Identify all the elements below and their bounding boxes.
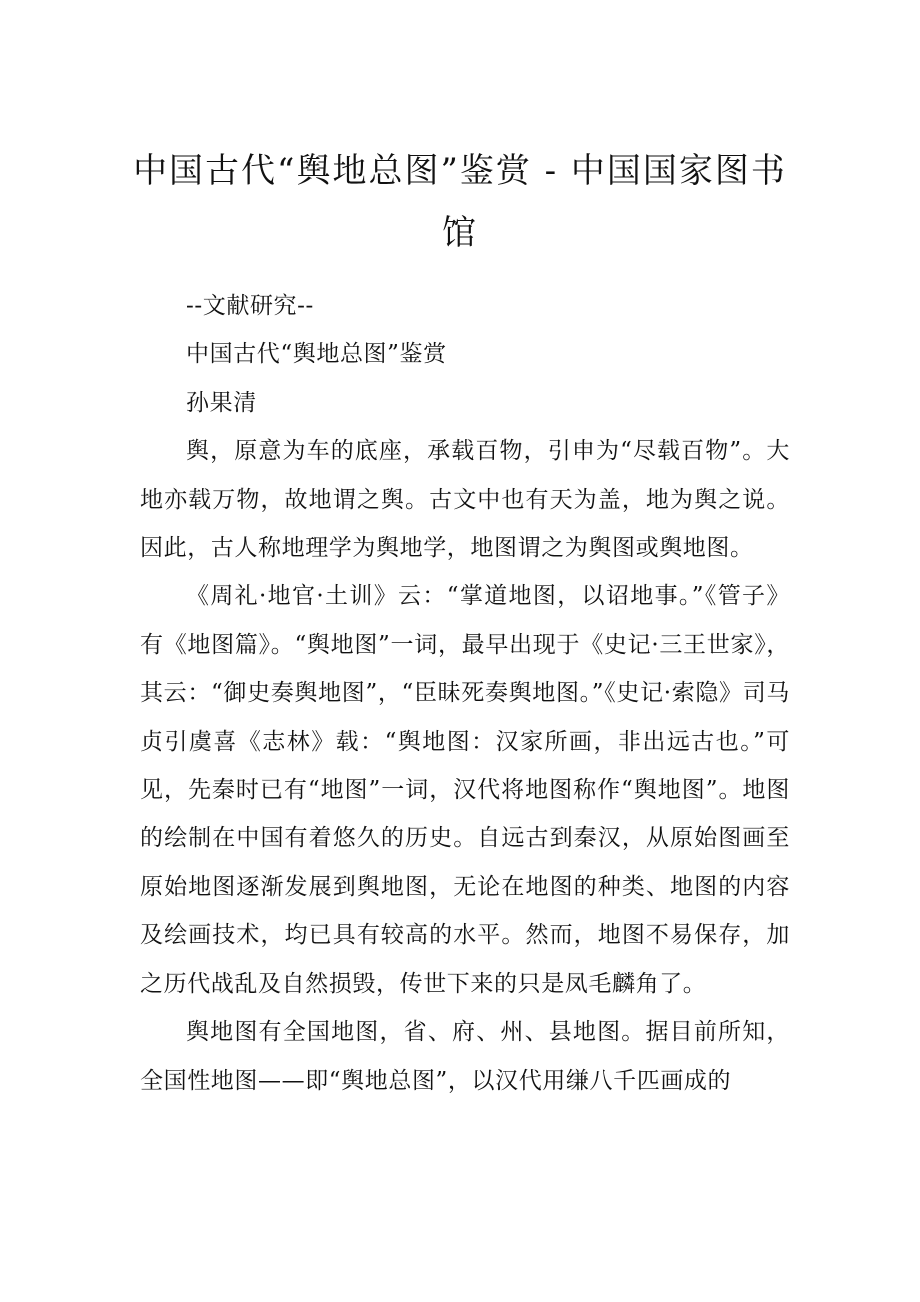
section-label: --文献研究--	[186, 293, 314, 319]
document-title: 中国古代“舆地总图”鉴赏 - 中国国家图书馆	[133, 151, 787, 253]
article-subtitle: 中国古代“舆地总图”鉴赏	[186, 341, 447, 368]
document-body	[140, 282, 790, 1105]
paragraph: 《周礼·地官·土训》云：“掌道地图，以诏地事。”《管子》有《地图篇》。“舆地图”一词，最早出现于《史记·三王世家》，其云：“御史奏舆地图”，“臣昧死奏舆地图。”《史记·索隐》司马贞引虞喜《志林》载：“舆地图：汉家所画，非出远古也。”可见，先秦时已有“地图”一词，汉代将地图称作“舆地图”。地图的绘制在中国有着悠久的历史。自远古到秦汉，从原始图画至原始地图逐渐发展到舆地图，无论在地图的种类、地图的内容及绘画技术，均已具有较高的水平。然而，地图不易保存，加之历代战乱及自然损毁，传世下来的只是凤毛麟角了。	[140, 583, 790, 997]
author-name: 孙果清	[186, 389, 257, 416]
paragraph: 舆，原意为车的底座，承载百物，引申为“尽载百物”。大地亦载万物，故地谓之舆。古文中也有天为盖，地为舆之说。因此，古人称地理学为舆地学，地图谓之为舆图或舆地图。	[140, 438, 790, 562]
paragraph: 舆地图有全国地图，省、府、州、县地图。据目前所知，全国性地图——即“舆地总图”，以汉代用缣八千匹画成的	[140, 1019, 790, 1094]
